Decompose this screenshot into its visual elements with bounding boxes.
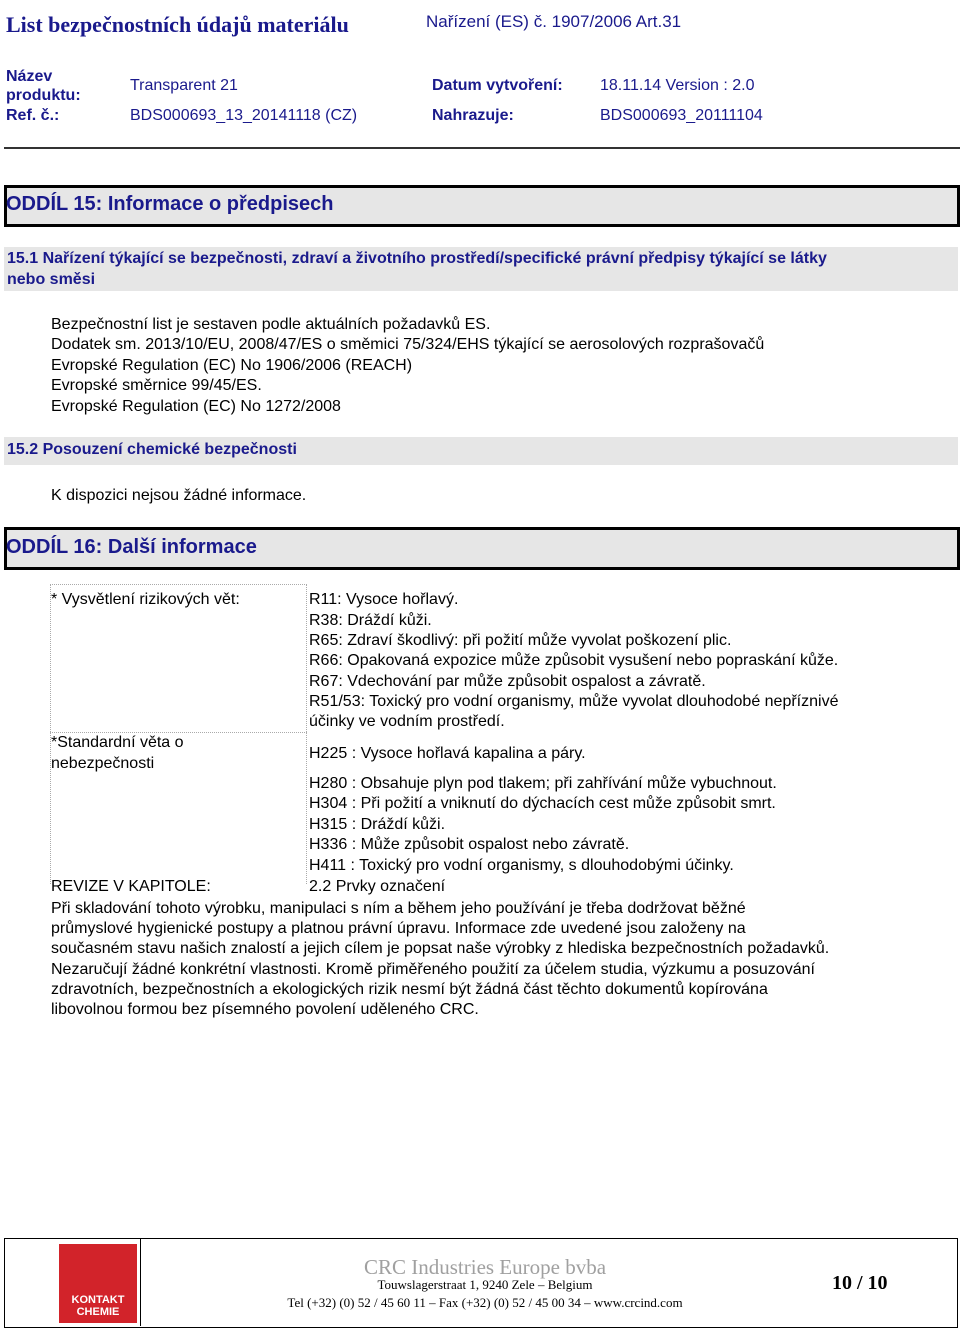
company-contact: Tel (+32) (0) 52 / 45 60 11 – Fax (+32) (0) 52 / 45 00 34 – www.crcind.com bbox=[287, 1295, 683, 1310]
product-name-label-1: Název bbox=[6, 68, 53, 85]
chemical-safety-text: K dispozici nejsou žádné informace. bbox=[51, 487, 307, 504]
logo-text-1: KONTAKT bbox=[71, 1294, 125, 1306]
hazard-statement: H411 : Toxický pro vodní organismy, s dlouhodobými účinky. bbox=[309, 857, 734, 874]
table-column-divider bbox=[306, 584, 307, 884]
regulation-line: Evropské Regulation (EC) No 1906/2006 (REACH) bbox=[51, 357, 413, 374]
company-address: Touwslagerstraat 1, 9240 Zele – Belgium bbox=[377, 1277, 593, 1292]
section-16-title: ODDÍL 16: Další informace bbox=[6, 536, 257, 558]
hazard-statement: H280 : Obsahuje plyn pod tlakem; při zahřívání může vybuchnout. bbox=[309, 775, 777, 792]
document-title: List bezpečnostních údajů materiálu bbox=[6, 12, 349, 37]
risk-phrases-label: * Vysvětlení rizikových vět: bbox=[51, 591, 240, 608]
kontakt-chemie-logo bbox=[59, 1244, 137, 1323]
disclaimer-line: Při skladování tohoto výrobku, manipulaci s ním a během jeho používání je třeba dodržovat běžné bbox=[51, 900, 746, 917]
section-15-title: ODDÍL 15: Informace o předpisech bbox=[6, 193, 334, 215]
risk-phrase: R66: Opakovaná expozice může způsobit vysušení nebo popraskání kůže. bbox=[309, 652, 839, 669]
risk-phrase: účinky ve vodním prostředí. bbox=[309, 713, 505, 730]
header-divider bbox=[4, 147, 960, 149]
revision-value: 2.2 Prvky označení bbox=[309, 878, 446, 895]
ref-number-label: Ref. č.: bbox=[6, 107, 60, 124]
risk-phrase: R65: Zdraví škodlivý: při požití může vyvolat poškození plic. bbox=[309, 632, 732, 649]
hazard-statement: H336 : Může způsobit ospalost nebo závratě. bbox=[309, 836, 630, 853]
subsection-15-2-title: 15.2 Posouzení chemické bezpečnosti bbox=[7, 441, 297, 458]
company-name: CRC Industries Europe bvba bbox=[363, 1255, 607, 1279]
subsection-15-1-title-line1: 15.1 Nařízení týkající se bezpečnosti, zdraví a životního prostředí/specifické právní předpisy týkající se látky bbox=[7, 250, 827, 267]
disclaimer-line: Nezaručují žádné konkrétní vlastnosti. Kromě přiměřeného použití za účelem studia, výzkumu a posuzování bbox=[51, 961, 815, 978]
product-name-value: Transparent 21 bbox=[130, 77, 238, 94]
hazard-statement: H315 : Dráždí kůži. bbox=[309, 816, 446, 833]
risk-phrase: R38: Dráždí kůži. bbox=[309, 612, 432, 629]
table-top-border bbox=[50, 584, 307, 585]
hazard-statement: H225 : Vysoce hořlavá kapalina a páry. bbox=[309, 745, 586, 762]
regulation-line: Bezpečnostní list je sestaven podle aktuálních požadavků ES. bbox=[51, 316, 491, 333]
hazard-statements-label-2: nebezpečnosti bbox=[51, 755, 155, 772]
ref-number-value: BDS000693_13_20141118 (CZ) bbox=[130, 107, 358, 124]
disclaimer-line: současném stavu našich znalostí a jejich cílem je popsat naše výrobky z hlediska bezpečnostních požadavků. bbox=[51, 940, 830, 957]
revision-label: REVIZE V KAPITOLE: bbox=[51, 878, 211, 895]
regulation-line: Dodatek sm. 2013/10/EU, 2008/47/ES o směmici 75/324/EHS týkající se aerosolových rozprašovačů bbox=[51, 336, 765, 353]
risk-phrase: R51/53: Toxický pro vodní organismy, může vyvolat dlouhodobé nepříznivé bbox=[309, 693, 839, 710]
hazard-statement: H304 : Při požití a vniknutí do dýchacích cest může způsobit smrt. bbox=[309, 795, 776, 812]
replaces-value: BDS000693_20111104 bbox=[600, 107, 763, 124]
created-date-label: Datum vytvoření: bbox=[432, 77, 563, 94]
disclaimer-line: zdravotních, bezpečnostních a ekologických rizik nesmí být žádná část těchto dokumentů kopírována bbox=[51, 981, 768, 998]
regulation-line: Evropské směrnice 99/45/ES. bbox=[51, 377, 262, 394]
replaces-label: Nahrazuje: bbox=[432, 107, 514, 124]
page-number: 10 / 10 bbox=[832, 1272, 888, 1294]
risk-phrase: R11: Vysoce hořlavý. bbox=[309, 591, 459, 608]
product-name-label-2: produktu: bbox=[6, 87, 81, 104]
regulation-line: Evropské Regulation (EC) No 1272/2008 bbox=[51, 398, 341, 415]
subsection-15-1-title-line2: nebo směsi bbox=[7, 271, 96, 288]
logo-text-2: CHEMIE bbox=[76, 1306, 120, 1318]
risk-phrase: R67: Vdechování par může způsobit ospalost a závratě. bbox=[309, 673, 706, 690]
disclaimer-line: průmyslové hygienické postupy a platnou právní úpravu. Informace zde uvedené jsou založeny na bbox=[51, 920, 746, 937]
created-date-value: 18.11.14 Version : 2.0 bbox=[600, 77, 755, 94]
hazard-statements-label-1: *Standardní věta o bbox=[51, 734, 184, 751]
disclaimer-line: libovolnou formou bez písemného povolení uděleného CRC. bbox=[51, 1001, 479, 1018]
regulation-reference: Nařízení (ES) č. 1907/2006 Art.31 bbox=[426, 12, 682, 31]
